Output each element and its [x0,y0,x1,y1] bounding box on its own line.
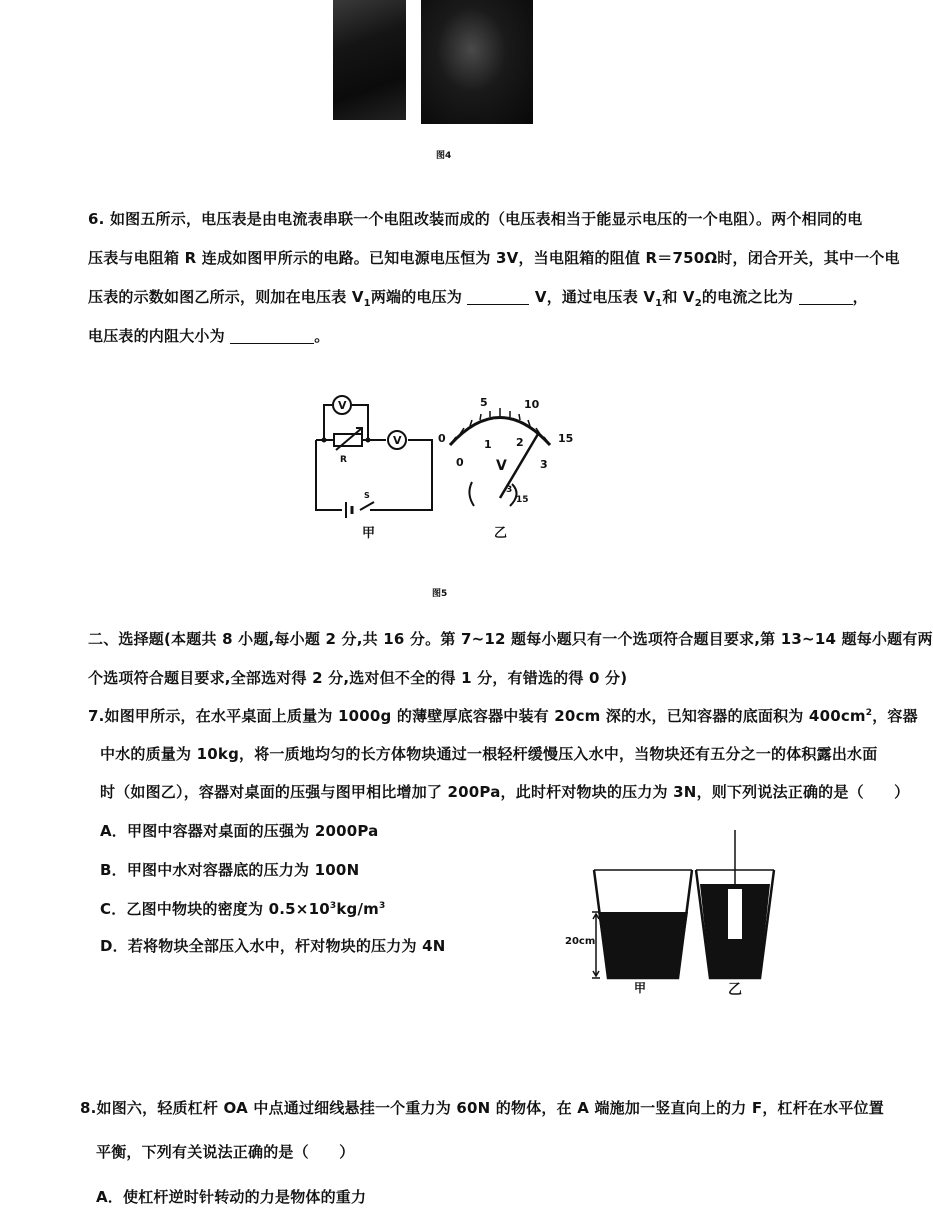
q8-line2: 平衡，下列有关说法正确的是（ ） [96,1143,355,1161]
q7-line3: 时（如图乙），容器对桌面的压强与图甲相比增加了 200Pa，此时杆对物块的压力为 3N，则下列说法正确的是（ ） [100,783,910,801]
q7-figure [560,830,780,1000]
answer-blank-voltage[interactable] [467,290,529,305]
container-jia [594,870,692,978]
q8-option-a[interactable]: A．使杠杆逆时针转动的力是物体的重力 [96,1188,367,1206]
svg-text:5: 5 [480,396,488,409]
svg-text:20cm: 20cm [565,936,596,947]
figure4-photo-right [421,0,533,124]
svg-text:2: 2 [516,436,524,449]
figure4-caption: 图4 [436,151,452,161]
label-yi: 乙 [494,526,508,541]
svg-text:V: V [496,458,507,474]
svg-text:3: 3 [540,458,548,471]
svg-text:R: R [340,455,347,465]
label-jia: 甲 [634,981,647,995]
q6-line4: 电压表的内阻大小为 。 [88,327,330,345]
q6-line2: 压表与电阻箱 R 连成如图甲所示的电路。已知电源电压恒为 3V，当电阻箱的阻值 R＝750Ω时，闭合开关，其中一个电 [88,249,900,267]
voltmeter-dial [450,408,550,506]
svg-text:V: V [338,399,347,412]
answer-blank-current-ratio[interactable] [799,290,853,305]
section2-line2: 个选项符合题目要求,全部选对得 2 分,选对但不全的得 1 分，有错选的得 0 分) [88,669,628,687]
block [727,888,743,940]
circuit-diagram [316,405,432,518]
svg-text:0: 0 [456,456,464,469]
svg-text:V: V [393,434,402,447]
svg-text:15: 15 [516,495,529,505]
svg-text:15: 15 [558,432,574,445]
q8-line1: 8.如图六，轻质杠杆 OA 中点通过细线悬挂一个重力为 60N 的物体，在 A 端施加一竖直向上的力 F，杠杆在水平位置 [80,1099,884,1117]
figure5-caption: 图5 [432,589,448,599]
q7-option-b[interactable]: B．甲图中水对容器底的压力为 100N [100,861,360,879]
figure5-diagram [300,390,590,550]
svg-text:0: 0 [438,432,446,445]
section2-line1: 二、选择题(本题共 8 小题,每小题 2 分,共 16 分。第 7~12 题每小题只有一个选项符合题目要求,第 13~14 题每小题有两 [88,630,933,648]
answer-blank-resistance[interactable] [230,329,314,344]
q6-line3: 压表的示数如图乙所示，则加在电压表 $V_1$两端的电压为 V，通过电压表 $V_1$和 $V_2$的电流之比为 ， [88,288,868,309]
svg-text:1: 1 [484,438,492,451]
q7-line1: 7.如图甲所示，在水平桌面上质量为 1000g 的薄壁厚底容器中装有 20cm 深的水，已知容器的底面积为 $400cm^2$，容器 [88,707,918,725]
container-yi [696,830,774,978]
figure4-photo-left [333,0,406,120]
q7-option-a[interactable]: A．甲图中容器对桌面的压强为 2000Pa [100,822,379,840]
svg-text:3: 3 [506,485,513,495]
q7-line2: 中水的质量为 10kg，将一质地均匀的长方体物块通过一根轻杆缓慢压入水中，当物块还有五分之一的体积露出水面 [100,745,878,763]
q6-line1: 6. 如图五所示，电压表是由电流表串联一个电阻改装而成的（电压表相当于能显示电压的一个电阻）。两个相同的电 [88,210,863,228]
label-jia: 甲 [362,526,376,541]
svg-text:S: S [364,491,370,500]
label-yi: 乙 [728,982,742,998]
q7-option-d[interactable]: D．若将物块全部压入水中，杆对物块的压力为 4N [100,937,446,955]
q7-option-c[interactable]: C．乙图中物块的密度为 $0.5\times 10^3kg/m^3$ [100,900,386,918]
svg-text:10: 10 [524,398,540,411]
